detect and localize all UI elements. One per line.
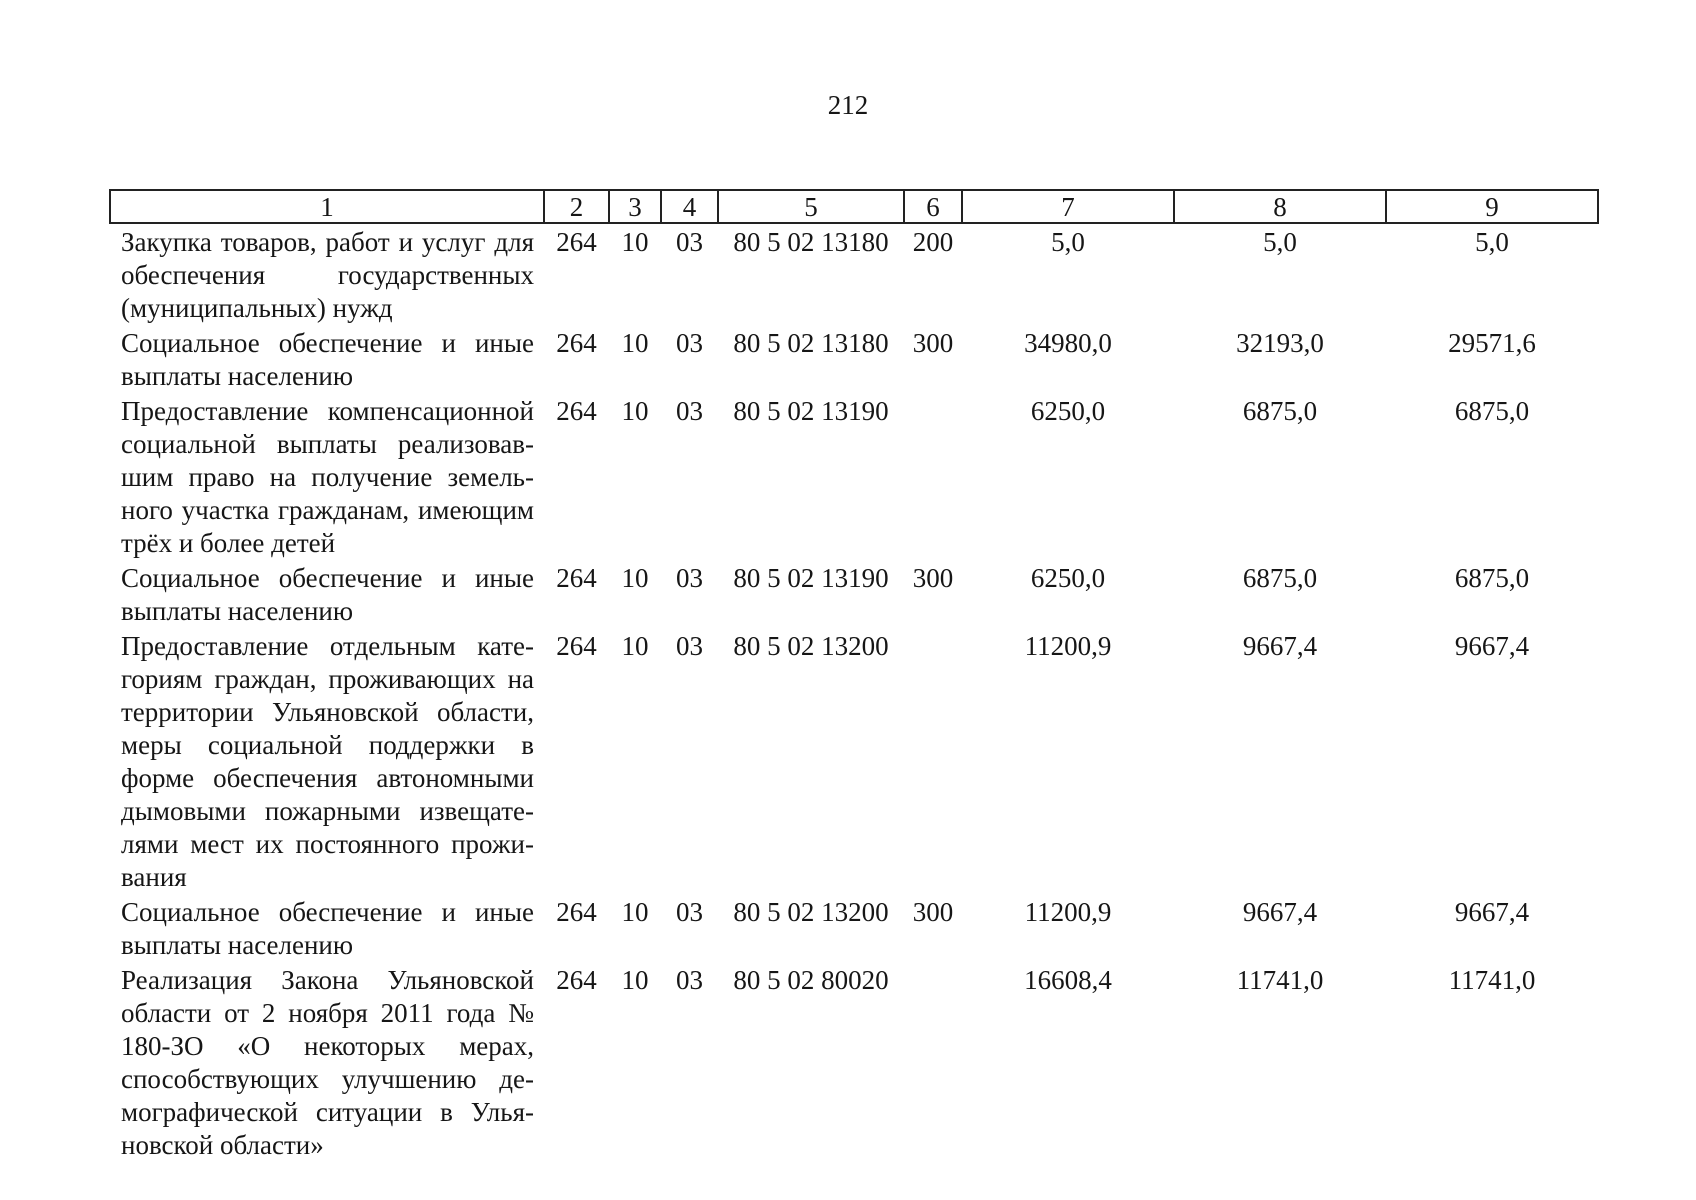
row-code-6: 300 — [912, 563, 954, 593]
row-code-5: 80 5 02 13180 — [733, 328, 889, 358]
column-header-5: 5 — [718, 190, 904, 223]
row-code-6: 300 — [912, 328, 954, 358]
row-code-6 — [904, 628, 962, 894]
table-row — [110, 393, 1598, 560]
row-value-9: 5,0 — [1475, 227, 1509, 257]
row-value-7: 6250,0 — [1030, 563, 1106, 593]
row-value-9: 9667,4 — [1454, 897, 1530, 927]
row-code-4: 03 — [676, 965, 703, 995]
row-code-3: 10 — [621, 328, 649, 358]
row-value-9: 11741,0 — [1448, 965, 1536, 995]
row-value-9: 29571,6 — [1448, 328, 1536, 358]
row-name: Социальное обеспечение и иные выплаты населению — [121, 328, 534, 391]
row-code-3: 10 — [621, 897, 649, 927]
row-code-4: 03 — [676, 328, 703, 358]
row-code-2: 264 — [556, 631, 597, 661]
row-code-4: 03 — [676, 396, 703, 426]
column-header-6: 6 — [904, 190, 962, 223]
table-row — [110, 628, 1598, 894]
row-value-8: 9667,4 — [1242, 631, 1318, 661]
row-code-3: 10 — [621, 563, 649, 593]
row-value-8: 11741,0 — [1236, 965, 1324, 995]
row-value-9: 6875,0 — [1454, 563, 1530, 593]
table-header-row — [110, 190, 1598, 223]
row-code-2: 264 — [556, 328, 597, 358]
column-header-9: 9 — [1386, 190, 1598, 223]
row-code-5: 80 5 02 13190 — [733, 396, 889, 426]
column-header-4: 4 — [661, 190, 718, 223]
row-value-7: 34980,0 — [1024, 328, 1112, 358]
row-code-5: 80 5 02 13200 — [733, 897, 889, 927]
row-code-6 — [904, 393, 962, 560]
row-name: Социальное обеспечение и иные выплаты населению — [121, 563, 534, 626]
row-name: Предоставление отдельным категориям граждан, проживающих на территории Ульяновской области, меры социальной поддержки в форме обеспечения автономными дымовыми пожарными извещателями мест их постоянного проживания — [121, 631, 534, 892]
column-header-2: 2 — [544, 190, 609, 223]
row-code-3: 10 — [621, 965, 649, 995]
table-row — [110, 962, 1598, 1162]
table-row — [110, 560, 1598, 628]
row-code-5: 80 5 02 80020 — [733, 965, 889, 995]
row-code-3: 10 — [621, 227, 649, 257]
row-code-2: 264 — [556, 563, 597, 593]
row-value-8: 9667,4 — [1242, 897, 1318, 927]
row-code-2: 264 — [556, 897, 597, 927]
row-value-9: 6875,0 — [1454, 396, 1530, 426]
row-code-4: 03 — [676, 631, 703, 661]
row-code-3: 10 — [621, 396, 649, 426]
row-code-6 — [904, 962, 962, 1162]
row-value-8: 6875,0 — [1242, 563, 1318, 593]
row-code-4: 03 — [676, 563, 703, 593]
column-header-8: 8 — [1174, 190, 1386, 223]
row-value-7: 6250,0 — [1030, 396, 1106, 426]
table-row — [110, 894, 1598, 962]
column-header-1: 1 — [110, 190, 544, 223]
page-number: 212 — [827, 90, 869, 120]
row-value-8: 6875,0 — [1242, 396, 1318, 426]
column-header-7: 7 — [962, 190, 1174, 223]
row-code-2: 264 — [556, 227, 597, 257]
row-name: Социальное обеспечение и иные выплаты населению — [121, 897, 534, 960]
row-code-6: 200 — [912, 227, 954, 257]
row-value-7: 11200,9 — [1024, 631, 1112, 661]
row-value-7: 5,0 — [1051, 227, 1085, 257]
row-code-5: 80 5 02 13200 — [733, 631, 889, 661]
budget-table — [109, 189, 1599, 1162]
row-value-9: 9667,4 — [1454, 631, 1530, 661]
row-code-5: 80 5 02 13180 — [733, 227, 889, 257]
row-value-7: 11200,9 — [1024, 897, 1112, 927]
row-value-7: 16608,4 — [1024, 965, 1112, 995]
row-code-4: 03 — [676, 227, 703, 257]
row-value-8: 32193,0 — [1236, 328, 1324, 358]
row-code-3: 10 — [621, 631, 649, 661]
column-header-3: 3 — [609, 190, 661, 223]
row-code-5: 80 5 02 13190 — [733, 563, 889, 593]
row-name: Реализация Закона Ульяновской области от 2 ноября 2011 года № 180-ЗО «О некоторых мерах, способствующих улучшению демографической ситуации в Ульяновской области» — [121, 965, 534, 1160]
row-value-8: 5,0 — [1263, 227, 1297, 257]
row-code-2: 264 — [556, 396, 597, 426]
row-name: Предоставление компенсационной социальной выплаты реализовавшим право на получение земельного участка гражданам, имеющим трёх и более детей — [121, 396, 534, 558]
table-row — [110, 325, 1598, 393]
table-row — [110, 223, 1598, 325]
row-code-6: 300 — [912, 897, 954, 927]
row-name: Закупка товаров, работ и услуг для обеспечения государственных (муниципальных) нужд — [121, 227, 534, 323]
row-code-4: 03 — [676, 897, 703, 927]
row-code-2: 264 — [556, 965, 597, 995]
